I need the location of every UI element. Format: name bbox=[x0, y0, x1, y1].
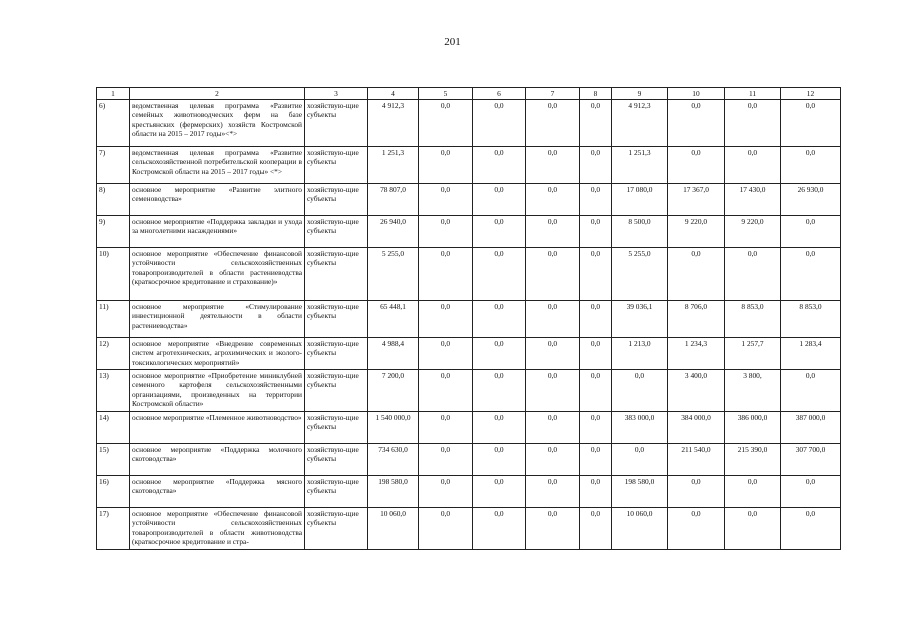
value-cell: 0,0 bbox=[419, 444, 473, 476]
value-cell: 0,0 bbox=[612, 370, 668, 412]
value-cell: 0,0 bbox=[781, 216, 841, 248]
value-cell: 0,0 bbox=[580, 476, 612, 508]
row-number-cell: 8) bbox=[97, 184, 130, 216]
header-cell: 9 bbox=[612, 88, 668, 100]
row-number-cell: 17) bbox=[97, 508, 130, 550]
value-cell: 0,0 bbox=[419, 248, 473, 301]
value-cell: 10 060,0 bbox=[612, 508, 668, 550]
value-cell: 1 251,3 bbox=[368, 147, 419, 184]
table-row bbox=[97, 100, 841, 147]
table-row bbox=[97, 444, 841, 476]
value-cell: 0,0 bbox=[473, 301, 526, 338]
header-cell: 2 bbox=[130, 88, 305, 100]
value-cell: 0,0 bbox=[473, 444, 526, 476]
row-number-cell: 14) bbox=[97, 412, 130, 444]
executor-cell: хозяйствую-щие субъекты bbox=[305, 412, 368, 444]
value-cell: 0,0 bbox=[419, 508, 473, 550]
value-cell: 0,0 bbox=[781, 370, 841, 412]
measure-name-cell: основное мероприятие «Поддержка закладки и ухода за многолетними насаждениями» bbox=[130, 216, 305, 248]
value-cell: 8 853,0 bbox=[781, 301, 841, 338]
value-cell: 0,0 bbox=[725, 476, 781, 508]
value-cell: 0,0 bbox=[526, 412, 580, 444]
header-cell: 11 bbox=[725, 88, 781, 100]
measure-name-cell: ведомственная целевая программа «Развитие семейных животноводческих ферм на базе крестьянских (фермерских) хозяйств Костромской области на 2015 – 2017 годы»<*> bbox=[130, 100, 305, 147]
table-row bbox=[97, 476, 841, 508]
value-cell: 0,0 bbox=[473, 100, 526, 147]
value-cell: 0,0 bbox=[781, 248, 841, 301]
page-number: 201 bbox=[444, 36, 461, 48]
row-number-cell: 16) bbox=[97, 476, 130, 508]
value-cell: 8 853,0 bbox=[725, 301, 781, 338]
value-cell: 0,0 bbox=[580, 444, 612, 476]
table-row bbox=[97, 412, 841, 444]
value-cell: 0,0 bbox=[526, 147, 580, 184]
value-cell: 0,0 bbox=[473, 338, 526, 370]
value-cell: 26 940,0 bbox=[368, 216, 419, 248]
measure-name-cell: ведомственная целевая программа «Развитие сельскохозяйственной потребительской кооперации в Костромской области на 2015 – 2017 годы» <*> bbox=[130, 147, 305, 184]
value-cell: 198 580,0 bbox=[368, 476, 419, 508]
value-cell: 0,0 bbox=[526, 301, 580, 338]
value-cell: 0,0 bbox=[781, 100, 841, 147]
table-row bbox=[97, 248, 841, 301]
executor-cell: хозяйствую-щие субъекты bbox=[305, 301, 368, 338]
executor-cell: хозяйствую-щие субъекты bbox=[305, 184, 368, 216]
value-cell: 0,0 bbox=[526, 508, 580, 550]
value-cell: 0,0 bbox=[526, 248, 580, 301]
value-cell: 0,0 bbox=[781, 508, 841, 550]
value-cell: 0,0 bbox=[526, 184, 580, 216]
header-cell: 1 bbox=[97, 88, 130, 100]
value-cell: 1 540 000,0 bbox=[368, 412, 419, 444]
row-number-cell: 13) bbox=[97, 370, 130, 412]
value-cell: 387 000,0 bbox=[781, 412, 841, 444]
value-cell: 0,0 bbox=[668, 147, 725, 184]
header-cell: 10 bbox=[668, 88, 725, 100]
header-cell: 12 bbox=[781, 88, 841, 100]
value-cell: 3 800, bbox=[725, 370, 781, 412]
value-cell: 384 000,0 bbox=[668, 412, 725, 444]
value-cell: 1 283,4 bbox=[781, 338, 841, 370]
value-cell: 0,0 bbox=[419, 338, 473, 370]
value-cell: 1 234,3 bbox=[668, 338, 725, 370]
executor-cell: хозяйствую-щие субъекты bbox=[305, 147, 368, 184]
row-number-cell: 12) bbox=[97, 338, 130, 370]
value-cell: 383 000,0 bbox=[612, 412, 668, 444]
value-cell: 0,0 bbox=[419, 147, 473, 184]
table-row bbox=[97, 184, 841, 216]
value-cell: 0,0 bbox=[473, 412, 526, 444]
value-cell: 9 220,0 bbox=[725, 216, 781, 248]
value-cell: 211 540,0 bbox=[668, 444, 725, 476]
value-cell: 0,0 bbox=[580, 216, 612, 248]
value-cell: 0,0 bbox=[526, 216, 580, 248]
value-cell: 0,0 bbox=[473, 216, 526, 248]
header-cell: 8 bbox=[580, 88, 612, 100]
value-cell: 3 400,0 bbox=[668, 370, 725, 412]
header-row bbox=[97, 88, 841, 100]
table-row bbox=[97, 338, 841, 370]
header-cell: 6 bbox=[473, 88, 526, 100]
value-cell: 0,0 bbox=[473, 476, 526, 508]
row-number-cell: 15) bbox=[97, 444, 130, 476]
value-cell: 39 036,1 bbox=[612, 301, 668, 338]
value-cell: 9 220,0 bbox=[668, 216, 725, 248]
value-cell: 386 000,0 bbox=[725, 412, 781, 444]
value-cell: 215 390,0 bbox=[725, 444, 781, 476]
measure-name-cell: основное мероприятие «Обеспечение финансовой устойчивости сельскохозяйственных товаропроизводителей в области животноводства (краткосрочное кредитование и стра- bbox=[130, 508, 305, 550]
row-number-cell: 6) bbox=[97, 100, 130, 147]
value-cell: 65 448,1 bbox=[368, 301, 419, 338]
value-cell: 0,0 bbox=[580, 370, 612, 412]
executor-cell: хозяйствую-щие субъекты bbox=[305, 476, 368, 508]
value-cell: 1 257,7 bbox=[725, 338, 781, 370]
value-cell: 0,0 bbox=[580, 184, 612, 216]
row-number-cell: 7) bbox=[97, 147, 130, 184]
value-cell: 0,0 bbox=[419, 184, 473, 216]
value-cell: 0,0 bbox=[580, 248, 612, 301]
value-cell: 0,0 bbox=[419, 100, 473, 147]
value-cell: 0,0 bbox=[473, 370, 526, 412]
value-cell: 0,0 bbox=[526, 444, 580, 476]
value-cell: 8 500,0 bbox=[612, 216, 668, 248]
value-cell: 0,0 bbox=[725, 147, 781, 184]
value-cell: 734 630,0 bbox=[368, 444, 419, 476]
value-cell: 1 213,0 bbox=[612, 338, 668, 370]
value-cell: 0,0 bbox=[725, 248, 781, 301]
executor-cell: хозяйствую-щие субъекты bbox=[305, 444, 368, 476]
value-cell: 0,0 bbox=[668, 508, 725, 550]
measure-name-cell: основное мероприятие «Приобретение миниклубней семенного картофеля сельскохозяйственными организациями, произведенных на территории Костромской области» bbox=[130, 370, 305, 412]
value-cell: 0,0 bbox=[419, 412, 473, 444]
value-cell: 8 706,0 bbox=[668, 301, 725, 338]
value-cell: 0,0 bbox=[668, 100, 725, 147]
value-cell: 0,0 bbox=[526, 370, 580, 412]
executor-cell: хозяйствую-щие субъекты bbox=[305, 508, 368, 550]
measure-name-cell: основное мероприятие «Обеспечение финансовой устойчивости сельскохозяйственных товаропроизводителей в области растениеводства (краткосрочное кредитование и страхование)» bbox=[130, 248, 305, 301]
value-cell: 0,0 bbox=[419, 476, 473, 508]
executor-cell: хозяйствую-щие субъекты bbox=[305, 216, 368, 248]
value-cell: 10 060,0 bbox=[368, 508, 419, 550]
executor-cell: хозяйствую-щие субъекты bbox=[305, 370, 368, 412]
value-cell: 0,0 bbox=[580, 147, 612, 184]
value-cell: 307 700,0 bbox=[781, 444, 841, 476]
table-row bbox=[97, 216, 841, 248]
value-cell: 7 200,0 bbox=[368, 370, 419, 412]
row-number-cell: 9) bbox=[97, 216, 130, 248]
value-cell: 0,0 bbox=[580, 100, 612, 147]
header-cell: 4 bbox=[368, 88, 419, 100]
value-cell: 0,0 bbox=[668, 476, 725, 508]
table-row bbox=[97, 147, 841, 184]
header-cell: 3 bbox=[305, 88, 368, 100]
value-cell: 0,0 bbox=[612, 444, 668, 476]
value-cell: 1 251,3 bbox=[612, 147, 668, 184]
measure-name-cell: основное мероприятие «Поддержка мясного скотоводства» bbox=[130, 476, 305, 508]
measure-name-cell: основное мероприятие «Внедрение современных систем агротехнических, агрохимических и эколого-токсикологических мероприятий» bbox=[130, 338, 305, 370]
value-cell: 4 988,4 bbox=[368, 338, 419, 370]
value-cell: 0,0 bbox=[668, 248, 725, 301]
header-cell: 7 bbox=[526, 88, 580, 100]
executor-cell: хозяйствую-щие субъекты bbox=[305, 100, 368, 147]
value-cell: 26 930,0 bbox=[781, 184, 841, 216]
table-row bbox=[97, 508, 841, 550]
value-cell: 4 912,3 bbox=[368, 100, 419, 147]
table-row bbox=[97, 301, 841, 338]
value-cell: 5 255,0 bbox=[368, 248, 419, 301]
value-cell: 0,0 bbox=[725, 100, 781, 147]
value-cell: 0,0 bbox=[419, 216, 473, 248]
row-number-cell: 10) bbox=[97, 248, 130, 301]
value-cell: 0,0 bbox=[473, 184, 526, 216]
value-cell: 0,0 bbox=[580, 412, 612, 444]
value-cell: 17 367,0 bbox=[668, 184, 725, 216]
value-cell: 5 255,0 bbox=[612, 248, 668, 301]
value-cell: 0,0 bbox=[526, 476, 580, 508]
value-cell: 0,0 bbox=[473, 147, 526, 184]
value-cell: 0,0 bbox=[473, 248, 526, 301]
executor-cell: хозяйствую-щие субъекты bbox=[305, 338, 368, 370]
measure-name-cell: основное мероприятие «Поддержка молочного скотоводства» bbox=[130, 444, 305, 476]
measure-name-cell: основное мероприятие «Племенное животноводство» bbox=[130, 412, 305, 444]
value-cell: 0,0 bbox=[526, 338, 580, 370]
value-cell: 0,0 bbox=[580, 338, 612, 370]
value-cell: 17 430,0 bbox=[725, 184, 781, 216]
value-cell: 0,0 bbox=[419, 370, 473, 412]
value-cell: 0,0 bbox=[473, 508, 526, 550]
value-cell: 0,0 bbox=[526, 100, 580, 147]
table-row bbox=[97, 370, 841, 412]
value-cell: 0,0 bbox=[580, 301, 612, 338]
value-cell: 0,0 bbox=[781, 147, 841, 184]
value-cell: 0,0 bbox=[725, 508, 781, 550]
executor-cell: хозяйствую-щие субъекты bbox=[305, 248, 368, 301]
measure-name-cell: основное мероприятие «Стимулирование инвестиционной деятельности в области растениеводства» bbox=[130, 301, 305, 338]
header-cell: 5 bbox=[419, 88, 473, 100]
row-number-cell: 11) bbox=[97, 301, 130, 338]
value-cell: 0,0 bbox=[419, 301, 473, 338]
funding-table bbox=[96, 87, 841, 550]
value-cell: 198 580,0 bbox=[612, 476, 668, 508]
value-cell: 78 807,0 bbox=[368, 184, 419, 216]
measure-name-cell: основное мероприятие «Развитие элитного семеноводства» bbox=[130, 184, 305, 216]
value-cell: 4 912,3 bbox=[612, 100, 668, 147]
value-cell: 17 080,0 bbox=[612, 184, 668, 216]
value-cell: 0,0 bbox=[781, 476, 841, 508]
value-cell: 0,0 bbox=[580, 508, 612, 550]
